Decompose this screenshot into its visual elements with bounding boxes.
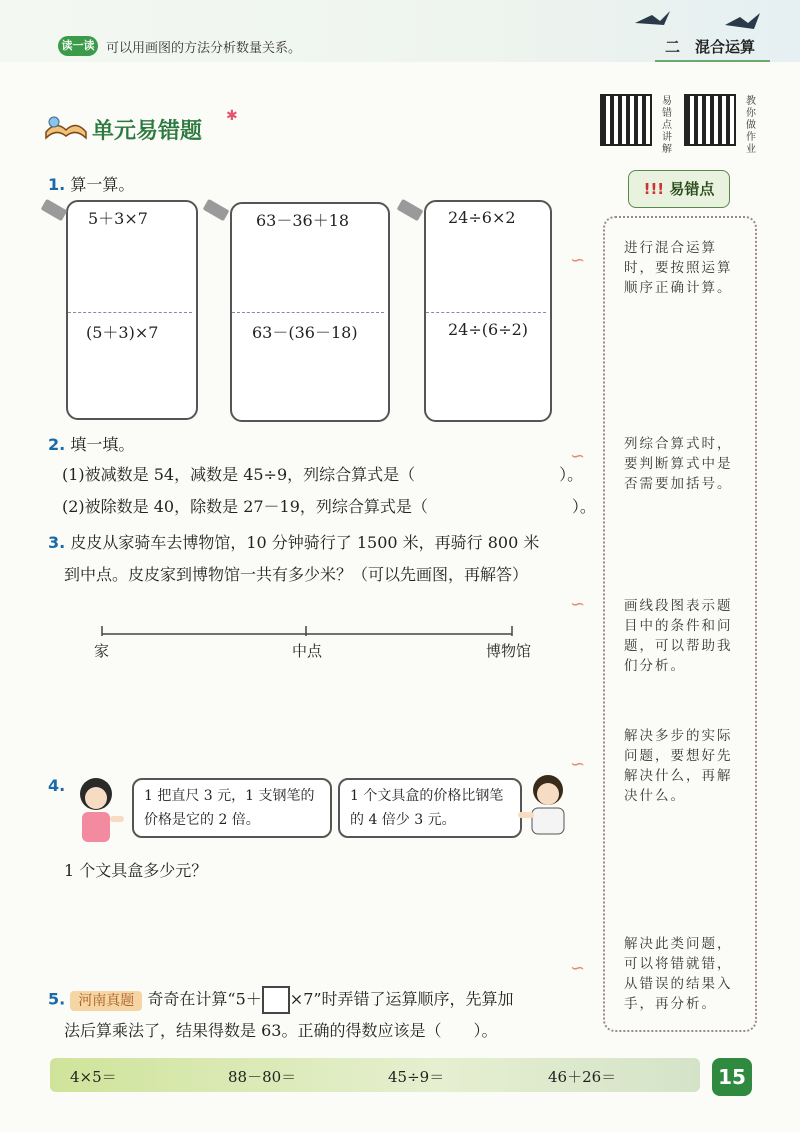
expression: 63－36＋18 bbox=[256, 211, 350, 230]
swallow-icon bbox=[630, 5, 770, 45]
qr-label-mistakes: 易错点讲解 bbox=[662, 96, 672, 155]
question-number: 1. bbox=[48, 175, 66, 194]
source-tag: 河南真题 bbox=[70, 991, 142, 1011]
speech-bubble-boy: 1 个文具盒的价格比钢笔的 4 倍少 3 元。 bbox=[338, 778, 522, 838]
question-1 bbox=[48, 172, 134, 195]
section-title: 单元易错题 bbox=[92, 119, 203, 144]
curl-arrow-icon: ∽ bbox=[570, 446, 586, 467]
pencil-icon bbox=[41, 199, 68, 221]
q2-item-1: (1)被减数是 54，减数是 45÷9，列综合算式是（ ）。 bbox=[62, 465, 584, 484]
note-1: 进行混合运算时，要按照运算顺序正确计算。 bbox=[624, 240, 733, 296]
question-4-number: 4. bbox=[48, 776, 66, 795]
speech-bubble-girl: 1 把直尺 3 元，1 支钢笔的价格是它的 2 倍。 bbox=[132, 778, 332, 838]
note-2: 列综合算式时，要判断算式中是否需要加括号。 bbox=[624, 436, 733, 492]
note-5: 解决此类问题，可以将错就错，从错误的结果入手，再分析。 bbox=[624, 936, 733, 1012]
oral-item-1: 4×5＝ bbox=[70, 1068, 117, 1086]
oral-item-3: 45÷9＝ bbox=[388, 1068, 445, 1086]
read-badge: 读一读 bbox=[58, 36, 98, 56]
expression: 63－(36－18) bbox=[252, 323, 358, 342]
curl-arrow-icon: ∽ bbox=[570, 958, 586, 979]
curl-arrow-icon: ∽ bbox=[570, 754, 586, 775]
expression: (5＋3)×7 bbox=[86, 323, 159, 342]
calc-box-3 bbox=[424, 200, 552, 422]
qr-label-homework: 教你做作业 bbox=[746, 96, 756, 155]
star-icon: ✱ bbox=[226, 108, 238, 124]
expression: 24÷(6÷2) bbox=[448, 320, 529, 339]
expression: 5＋3×7 bbox=[88, 209, 148, 228]
question-number: 5. bbox=[48, 989, 66, 1009]
segment-label-home: 家 bbox=[94, 642, 110, 660]
boy-illustration bbox=[512, 770, 582, 840]
mistake-point-badge bbox=[628, 170, 730, 208]
curl-arrow-icon: ∽ bbox=[570, 594, 586, 615]
segment-label-museum: 博物馆 bbox=[486, 642, 532, 660]
dashed-divider bbox=[232, 312, 384, 313]
pencil-icon bbox=[203, 199, 230, 221]
oral-item-2: 88－80＝ bbox=[228, 1068, 297, 1086]
chapter-title: 二 混合运算 bbox=[665, 38, 756, 56]
segment-label-midpoint: 中点 bbox=[292, 642, 323, 660]
chapter-underline bbox=[655, 60, 770, 62]
question-text-line2: 到中点。皮皮家到博物馆一共有多少米？（可以先画图，再解答） bbox=[64, 565, 529, 584]
girl-illustration bbox=[62, 772, 132, 852]
header-tip: 可以用画图的方法分析数量关系。 bbox=[106, 41, 302, 56]
question-2 bbox=[48, 432, 134, 455]
qr-code-mistakes[interactable] bbox=[600, 94, 652, 146]
question-text: 皮皮从家骑车去博物馆，10 分钟骑行了 1500 米，再骑行 800 米 bbox=[70, 533, 540, 552]
note-3: 画线段图表示题目中的条件和问题，可以帮助我们分析。 bbox=[624, 598, 733, 674]
question-text-b: ×7”时弄错了运算顺序，先算加 bbox=[289, 989, 514, 1009]
question-number: 3. bbox=[48, 533, 66, 552]
badge-label: 易错点 bbox=[669, 180, 715, 198]
question-text: 填一填。 bbox=[70, 435, 135, 454]
note-4: 解决多步的实际问题，要想好先解决什么，再解决什么。 bbox=[624, 728, 733, 804]
blank-box bbox=[262, 986, 290, 1014]
dashed-divider bbox=[426, 312, 546, 313]
question-5 bbox=[48, 986, 514, 1014]
oral-item-4: 46＋26＝ bbox=[548, 1068, 617, 1086]
expression: 24÷6×2 bbox=[448, 208, 516, 227]
curl-arrow-icon: ∽ bbox=[570, 250, 586, 271]
question-text-line2: 法后算乘法了，结果得数是 63。正确的得数应该是（ ）。 bbox=[64, 1021, 498, 1040]
q4-question: 1 个文具盒多少元？ bbox=[64, 861, 208, 880]
question-3 bbox=[48, 530, 539, 553]
qr-code-homework[interactable] bbox=[684, 94, 736, 146]
segment-diagram bbox=[100, 622, 520, 642]
exclaim-icon: !!! bbox=[643, 180, 665, 198]
question-text: 算一算。 bbox=[70, 175, 135, 194]
calc-box-1 bbox=[66, 200, 198, 420]
q2-item-2: (2)被除数是 40，除数是 27－19，列综合算式是（ ）。 bbox=[62, 497, 596, 516]
pencil-icon bbox=[397, 199, 424, 221]
question-number: 2. bbox=[48, 435, 66, 454]
question-text-a: 奇奇在计算“5＋ bbox=[147, 989, 262, 1009]
dashed-divider bbox=[68, 312, 192, 313]
page-number: 15 bbox=[712, 1058, 752, 1096]
book-icon bbox=[44, 112, 88, 140]
